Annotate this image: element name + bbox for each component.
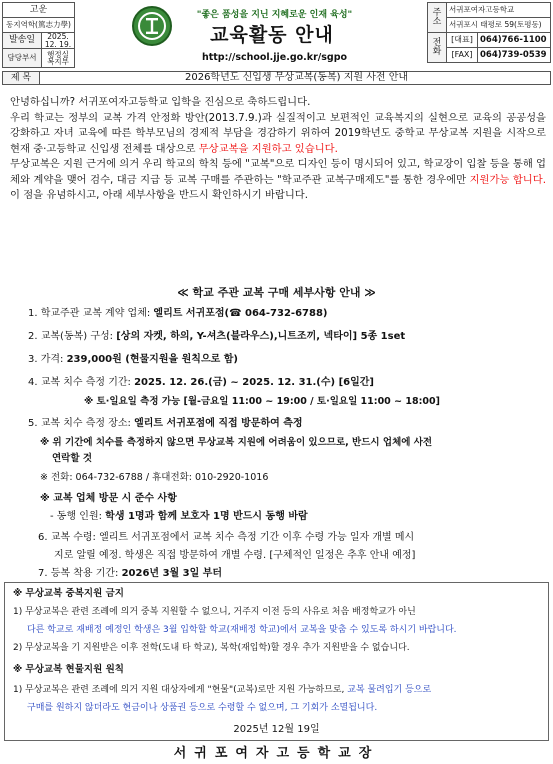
item-place-label: 5. 교복 치수 측정 장소: [28,418,135,429]
item-vendor-label: 1. 학교주관 교복 계약 업체: [28,308,154,319]
notice-page [2,2,551,762]
item-price-label: 3. 가격: [28,354,67,365]
department-value [42,49,75,68]
visit-rule-companion [50,507,308,522]
phone-label: 전화 [428,33,447,63]
motto-cell: 동지역학(篤志力學) [3,18,75,33]
department-office: 행정실 [47,49,69,59]
address-label: 주소 [428,3,447,33]
rules-highlight: 지원가능 합니다. [469,173,546,186]
item-price-value: 239,000원 (현물지원을 원칙으로 함) [66,354,238,365]
item-receive-line1: 6. 교복 수령: 엘리트 서귀포점에서 교복 치수 측정 기간 이후 수령 가능 일자 개별 메시 [38,532,415,543]
department-welfare: 복지부 [47,57,69,66]
notes-box [4,582,549,741]
item-period-value: 2025. 12. 26.(금) ~ 2025. 12. 31.(수) [6일간] [134,377,374,388]
companion-value: 학생 1명과 함께 보호자 1명 반드시 동행 바람 [105,511,308,522]
wear-value: 2026년 3월 3일 부터 [121,568,223,579]
slogan: "좋은 품성을 지닌 지혜로운 인재 육성" [196,10,353,20]
item-measure-place [28,414,303,429]
school-level-label: 고운 [3,3,75,18]
notes-duplicate-line3: 2) 무상교복을 기 지원받은 이후 전학(도내 타 학교), 복학(재입학)할 경우 추가 지원받을 수 없습니다. [13,643,410,653]
issue-date: 2025년 12월 19일 [233,724,320,735]
send-date-value: 2025. 12. 19. [42,33,75,49]
item-components [28,327,405,342]
department-label: 담당부서 [3,49,42,68]
address-line2: 서귀포시 태평로 59(토평동) [447,18,551,33]
notes-duplicate-line1: 1) 무상교복은 관련 조례에 의거 중복 지원할 수 없으니, 거주지 이전 등의 사유로 처음 배정학교가 아닌 [13,607,416,617]
item-place-value: 엘리트 서귀포점에 직접 방문하여 측정 [134,418,303,429]
page-title: 교육활동 안내 [210,24,334,46]
policy-highlight: 무상교복을 지원하고 있습니다. [198,142,338,155]
item-contact-tel: ※ 전화: 064-732-6788 / 휴대전화: 010-2920-1016 [40,472,269,483]
greeting-text: 안녕하십니까? 서귀포여자고등학교 입학을 진심으로 축하드립니다. [10,96,311,108]
item-wear-period [38,564,222,579]
inkind-highlight: 교복 물려입기 등으로 [347,685,432,695]
item-components-label: 2. 교복(동복) 구성: [28,331,117,342]
send-date-label: 발송일 [3,33,42,49]
item-warning-line1: ※ 위 기간에 치수를 측정하지 않으면 무상교복 지원에 어려움이 있으므로, 반드시 업체에 사전 [40,437,433,448]
item-vendor-value: 엘리트 서귀포점(☎ 064-732-6788) [153,308,328,319]
policy-text: 우리 학교는 정부의 교복 가격 안정화 방안(2013.7.9.)과 실질적이고 보편적인 교육복지의 실현으로 교육의 공공성을 강화하고 자녀 교육에 따른 학부모님의 경제적 부담을 경감하기 위하여 2019학년도 중학교 무상교복 지원을 시작으로 현재 중·고등학교 신입생 전체를 대상으로 [10,111,546,155]
section-heading: ≪ 학교 주관 교복 구매 세부사항 안내 ≫ [177,286,376,299]
inkind-text: 1) 무상교복은 관련 조례에 의거 지원 대상자에게 "현물"(교복)로만 지원 가능하므로, [13,685,348,695]
rules-text-end: 이 점을 유념하시고, 아래 세부사항을 반드시 확인하시기 바랍니다. [10,189,309,201]
companion-label: - 동행 인원: [50,511,106,522]
rules-text: 무상교복은 지원 근거에 의거 우리 학교의 학칙 등에 "교복"으로 디자인 등이 명시되어 있고, 학교장이 입찰 등을 통해 업체와 계약을 맺어 검수, 대금 지급 등 교복 구매를 주관하는 "학교주관 교복구매제도"를 통한 경우에만 [10,158,546,186]
phone-tag: [대표] [447,33,478,48]
fax-number: 064)739-0539 [478,48,551,63]
school-signature: 서귀포여자고등학교장 [173,746,380,761]
greeting [10,95,546,111]
subject-label: 제 목 [3,72,40,84]
address-value: 서귀포여자고등학교 [447,3,551,18]
notes-heading-duplicate: ※ 무상교복 중복지원 금지 [13,588,124,599]
intro-body [10,95,546,204]
paragraph-rules [10,157,546,204]
contact-table [427,2,551,63]
item-warning-line2: 연락할 것 [52,453,93,464]
subject-bar [2,71,551,85]
visit-rules-heading: ※ 교복 업체 방문 시 준수 사항 [40,493,177,504]
header [2,2,551,70]
item-price [28,350,238,365]
item-receive-line2: 지로 알릴 예정. 학생은 직접 방문하여 개별 수령. [구체적인 일정은 추후 안내 예정] [54,550,416,561]
notes-inkind-line2: 구매를 원하지 않더라도 현금이나 상품권 등으로 수령할 수 없으며, 그 기회가 소멸됩니다. [27,703,378,713]
subject-text: 2026학년도 신입생 무상교복(동복) 지원 사전 안내 [184,72,409,83]
item-weekend-note: ※ 토·일요일 측정 가능 [월-금요일 11:00 ~ 19:00 / 토·일요일 11:00 ~ 18:00] [84,396,440,407]
notes-heading-inkind: ※ 무상교복 현물지원 원칙 [13,664,124,675]
item-vendor [28,304,327,319]
school-url-link[interactable]: http://school.jje.go.kr/sgpo [201,52,348,63]
fax-tag: [FAX] [447,48,478,63]
item-period-label: 4. 교복 치수 측정 기간: [28,377,135,388]
notes-inkind-line1 [13,683,431,697]
item-measure-period [28,373,374,388]
paragraph-policy [10,111,546,158]
item-components-value: [상의 자켓, 하의, Y-셔츠(블라우스),니트조끼, 넥타이] 5종 1set [116,331,406,342]
phone-number: 064)766-1100 [478,33,551,48]
notes-duplicate-line2: 다른 학교로 재배정 예정인 학생은 3월 입학할 학교(재배정 학교)에서 교복을 맞춤 수 있도록 하시기 바랍니다. [27,625,457,635]
wear-label: 7. 등복 착용 기간: [38,568,122,579]
info-table [2,2,75,68]
school-emblem-icon [132,6,172,46]
